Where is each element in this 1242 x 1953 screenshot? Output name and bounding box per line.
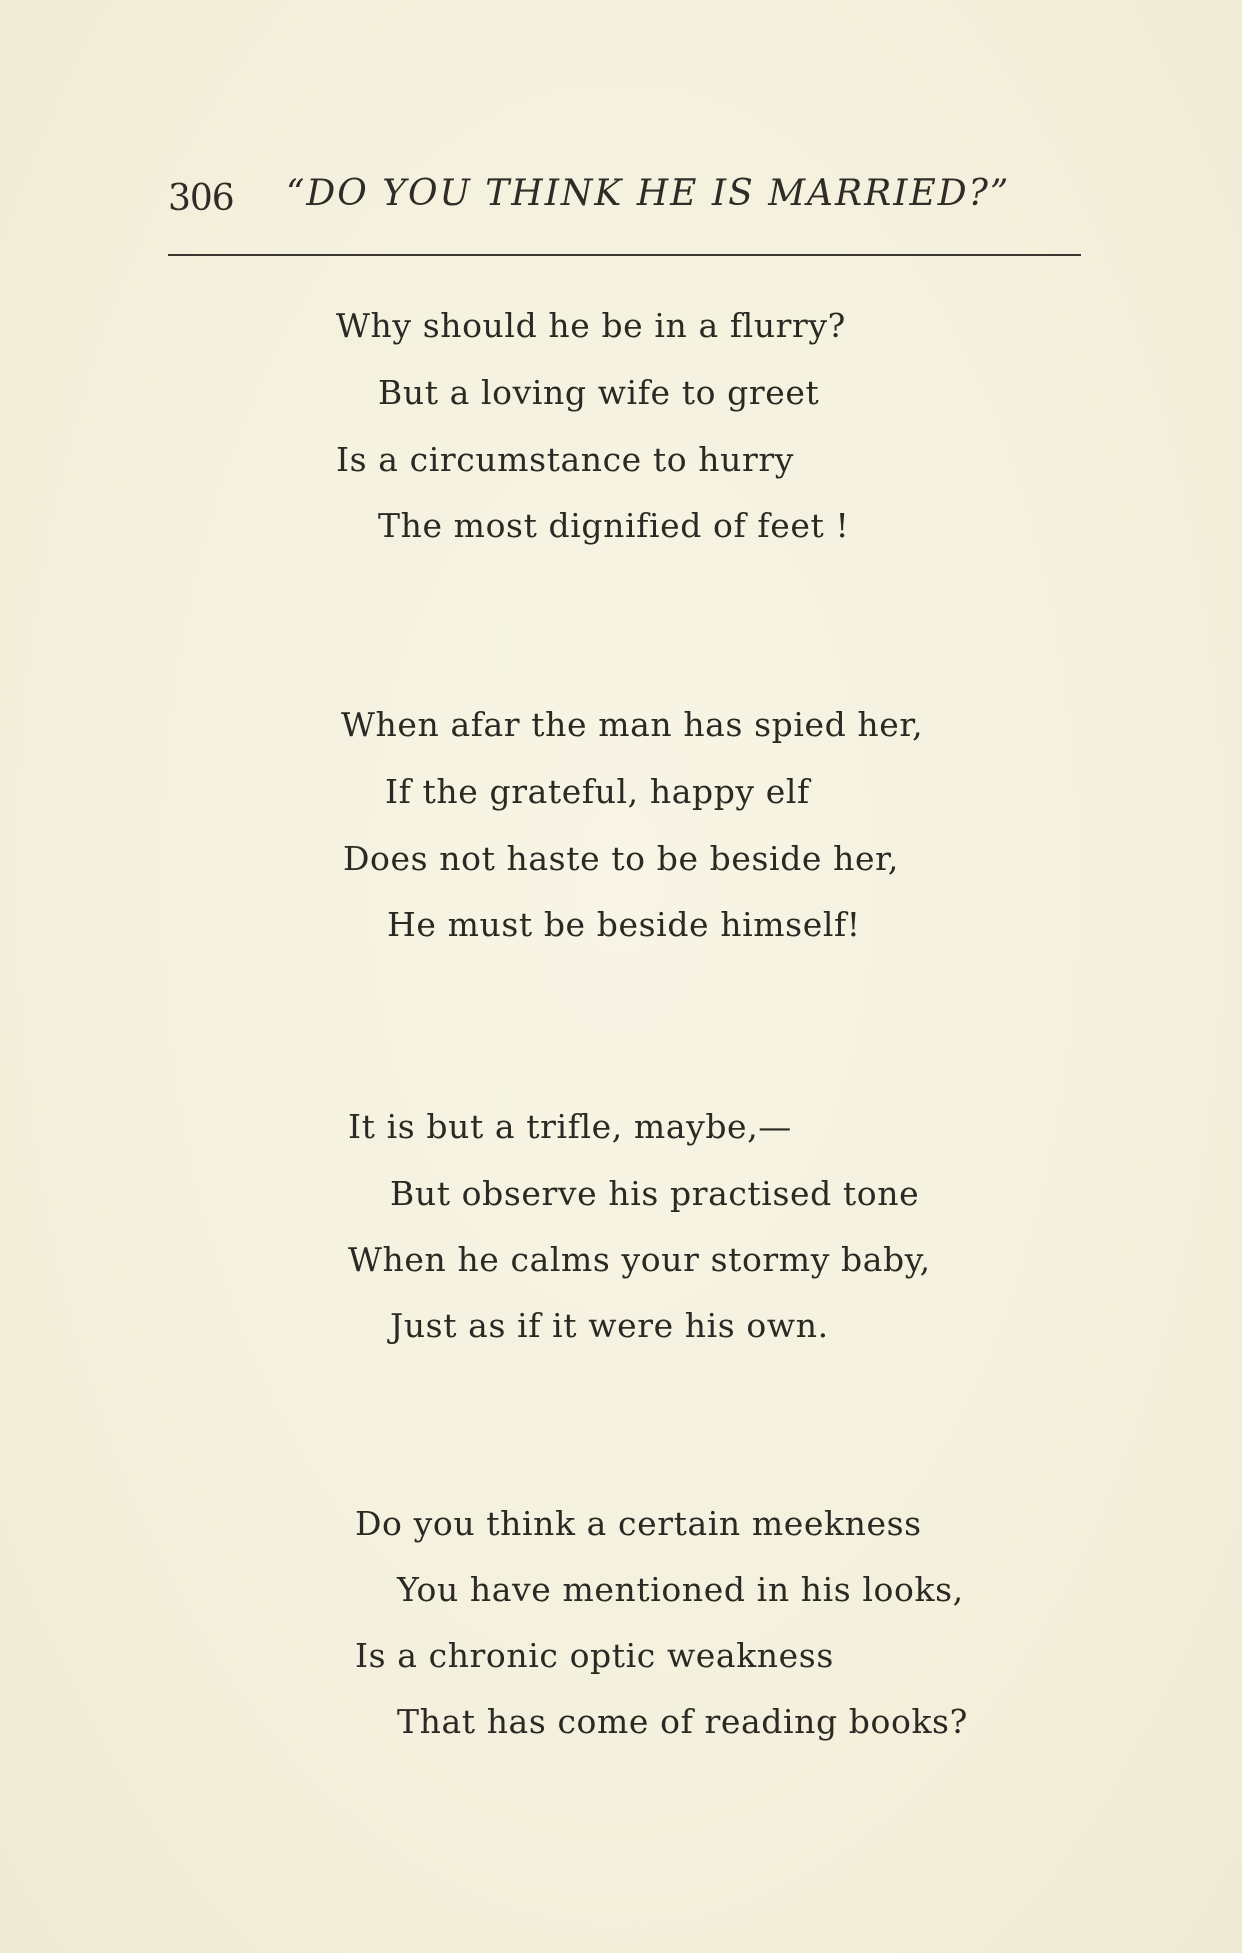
poem-line: You have mentioned in his looks, — [397, 1570, 964, 1609]
poem-line: When he calms your stormy baby, — [348, 1240, 931, 1279]
poem-line: It is but a trifle, maybe,— — [348, 1107, 792, 1146]
poem-line: Does not haste to be beside her, — [343, 839, 899, 878]
header-rule — [168, 254, 1081, 256]
poem-line: But observe his practised tone — [390, 1174, 920, 1213]
poem-line: Do you think a certain meekness — [355, 1504, 922, 1543]
poem-line: Is a chronic optic weakness — [355, 1636, 834, 1675]
poem-line: Is a circumstance to hurry — [336, 440, 795, 479]
running-title: “DO YOU THINK HE IS MARRIED?” — [286, 173, 1011, 214]
page-number: 306 — [168, 178, 234, 219]
running-head — [168, 168, 1068, 218]
poem-line: If the grateful, happy elf — [385, 772, 810, 811]
poem-line: The most dignified of feet ! — [378, 506, 850, 545]
poem-line: But a loving wife to greet — [378, 373, 820, 412]
poem-line: Just as if it were his own. — [390, 1306, 829, 1345]
poem-line: That has come of reading books? — [397, 1702, 968, 1741]
poem-line: He must be beside himself! — [387, 905, 861, 944]
poem-line: Why should he be in a flurry? — [336, 306, 846, 345]
poem-line: When afar the man has spied her, — [341, 705, 924, 744]
